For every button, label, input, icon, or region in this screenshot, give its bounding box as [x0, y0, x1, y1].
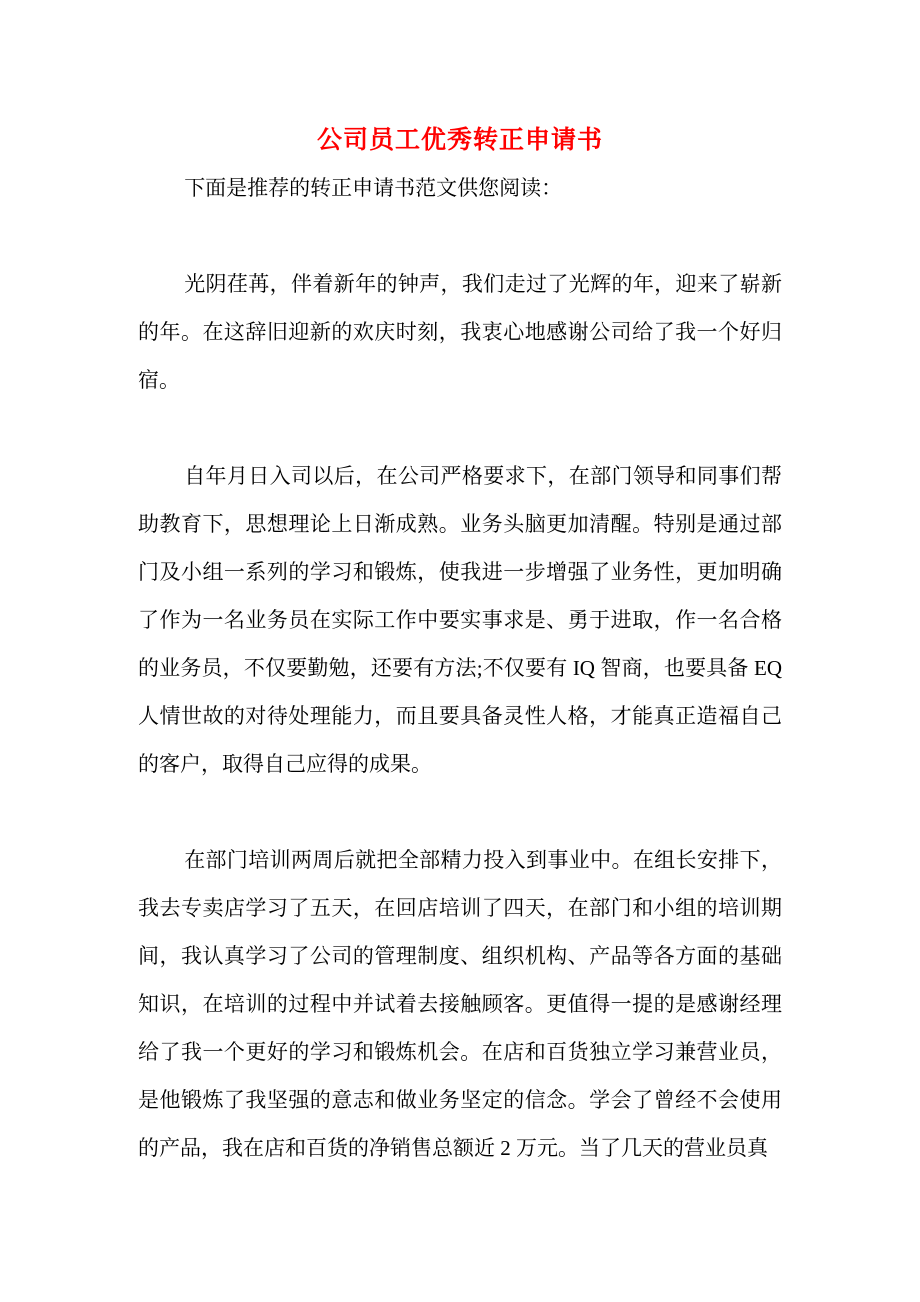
- paragraph-1: 光阴荏苒，伴着新年的钟声，我们走过了光辉的年，迎来了崭新的年。在这辞旧迎新的欢庆时刻，我衷心地感谢公司给了我一个好归宿。: [138, 272, 782, 392]
- paragraph-3: 在部门培训两周后就把全部精力投入到事业中。在组长安排下，我去专卖店学习了五天，在回店培训了四天，在部门和小组的培训期间，我认真学习了公司的管理制度、组织机构、产品等各方面的基础知识，在培训的过程中并试着去接触顾客。更值得一提的是感谢经理给了我一个更好的学习和锻炼机会。在店和百货独立学习兼营业员，是他锻炼了我坚强的意志和做业务坚定的信念。学会了曾经不会使用的产品，我在店和百货的净销售总额近 2 万元。当了几天的营业员真: [138, 848, 782, 1160]
- page-title: 公司员工优秀转正申请书: [316, 125, 603, 154]
- paragraph-2: 自年月日入司以后，在公司严格要求下，在部门领导和同事们帮助教育下，思想理论上日渐成熟。业务头脑更加清醒。特别是通过部门及小组一系列的学习和锻炼，使我进一步增强了业务性，更加明确了作为一名业务员在实际工作中要实事求是、勇于进取，作一名合格的业务员，不仅要勤勉，还要有方法;不仅要有 IQ 智商，也要具备 EQ 人情世故的对待处理能力，而且要具备灵性人格，才能真正造福自己的客户，取得自己应得的成果。: [138, 464, 782, 776]
- document-body: [138, 260, 782, 1172]
- intro-line: 下面是推荐的转正申请书范文供您阅读：: [184, 176, 563, 200]
